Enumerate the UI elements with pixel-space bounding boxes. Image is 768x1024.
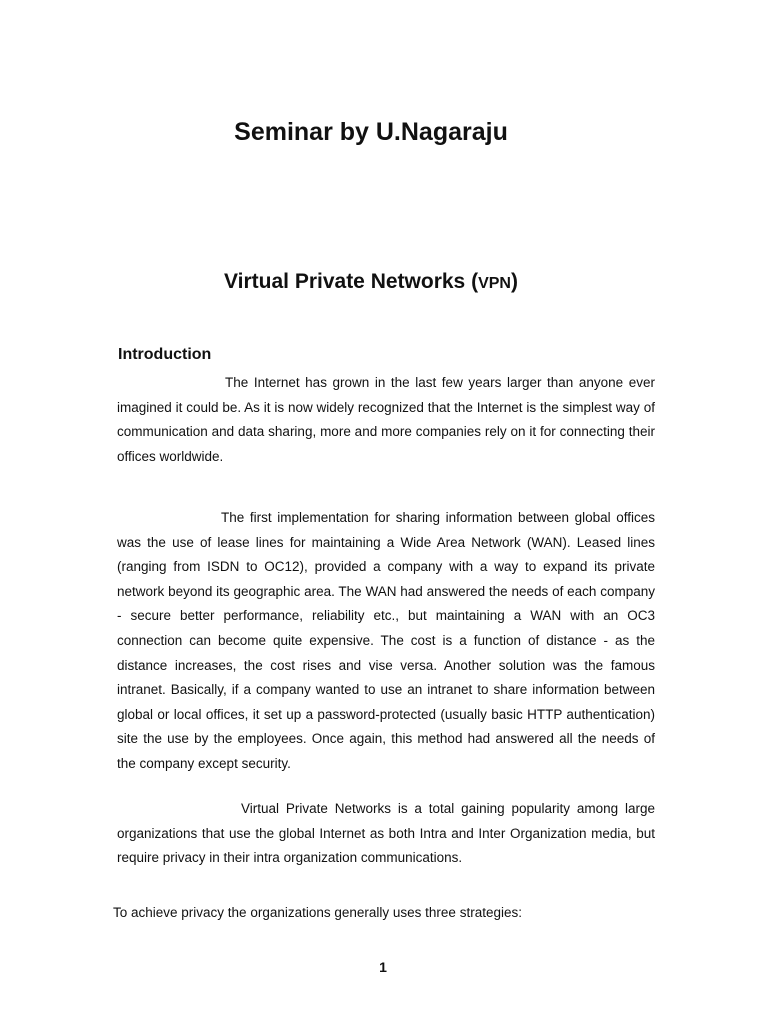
- paragraph-text: Virtual Private Networks is a total gaining popularity among large organizations that use the global Internet as both Intra and Inter Organization media, but require privacy in their intra organization communications.: [117, 801, 655, 866]
- document-title: Seminar by U.Nagaraju: [234, 118, 508, 146]
- paragraph: [117, 506, 655, 777]
- subtitle-text: Virtual Private Networks (: [224, 270, 479, 293]
- subtitle-close-paren: ): [510, 270, 518, 293]
- paragraph-lead-in: To achieve privacy the organizations generally uses three strategies:: [113, 905, 522, 920]
- paragraph: [117, 797, 655, 871]
- document-subtitle: [0, 266, 742, 300]
- section-heading: Introduction: [118, 346, 212, 363]
- subtitle-abbreviation: VPN: [478, 275, 511, 292]
- paragraph: [117, 371, 655, 469]
- page-number: 1: [379, 959, 387, 975]
- paragraph-text: The first implementation for sharing information between global offices was the use of lease lines for maintaining a Wide Area Network (WAN). Leased lines (ranging from ISDN to OC12), provided a company with a way to expand its private network beyond its geographic area. The WAN had answered the needs of each company - secure better performance, reliability etc., but maintaining a WAN with an OC3 connection can become quite expensive. The cost is a function of distance - as the distance increases, the cost rises and vise versa. Another solution was the famous intranet. Basically, if a company wanted to use an intranet to share information between global or local offices, it set up a password-protected (usually basic HTTP authentication) site the use by the employees. Once again, this method had answered all the needs of the company except security.: [117, 510, 655, 771]
- paragraph-text: The Internet has grown in the last few years larger than anyone ever imagined it could be. As it is now widely recognized that the Internet is the simplest way of communication and data sharing, more and more companies rely on it for connecting their offices worldwide.: [117, 375, 655, 464]
